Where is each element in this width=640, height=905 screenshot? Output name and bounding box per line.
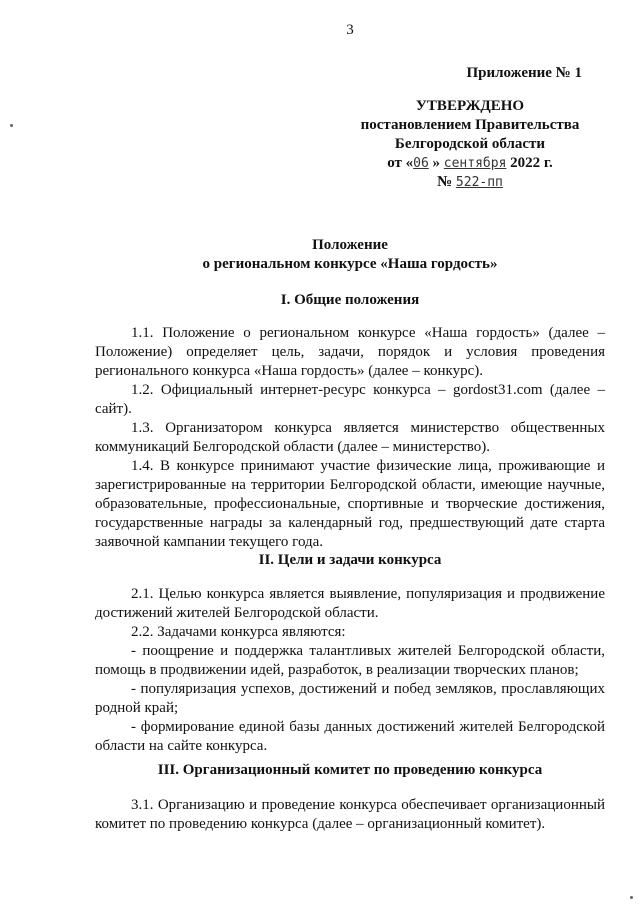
paragraph-1-4 [95, 457, 605, 552]
paragraph-2-bullet-2-text: - популяризация успехов, достижений и побед земляков, прославляющих родной край; [95, 681, 605, 716]
paragraph-2-bullet-3-text: - формирование единой базы данных достижений жителей Белгородской области на сайте конкурса. [95, 719, 605, 754]
approval-line-1: постановлением Правительства [360, 117, 580, 133]
document-title [60, 236, 640, 274]
paragraph-1-3 [95, 419, 605, 457]
approved-label: УТВЕРЖДЕНО [415, 98, 525, 114]
approval-line-2: Белгородской области [394, 136, 546, 152]
section-3-heading: III. Организационный комитет по проведению конкурса [157, 762, 543, 778]
paragraph-2-bullet-2 [95, 680, 605, 718]
paragraph-1-4-text: 1.4. В конкурсе принимают участие физические лица, проживающие и зарегистрированные на территории Белгородской области, имеющие научные, образовательные, профессиональные, спортивные и творческие достижения, государственные награды за календарный год, предшествующий дате старта заявочной кампании текущего года. [95, 458, 605, 550]
paragraph-2-bullet-1 [95, 642, 605, 680]
date-year: 2022 г. [506, 155, 553, 171]
title-line-1: Положение [312, 237, 388, 253]
section-1-heading: I. Общие положения [280, 292, 420, 308]
date-prefix: от « [387, 155, 414, 171]
paragraph-3-1 [95, 796, 605, 834]
paragraph-1-1-text: 1.1. Положение о региональном конкурсе «Наша гордость» (далее – Положение) определяет цель, задачи, порядок и условия проведения регионального конкурса «Наша гордость» (далее – конкурс). [95, 325, 605, 379]
number-value: 522-пп [455, 175, 503, 190]
section-2-heading: II. Цели и задачи конкурса [258, 552, 442, 568]
approval-block [340, 64, 600, 192]
number-prefix: № [437, 174, 456, 190]
paragraph-2-1-text: 2.1. Целью конкурса является выявление, популяризация и продвижение достижений жителей Белгородской области. [95, 586, 605, 621]
paragraph-2-1 [95, 585, 605, 623]
paragraph-1-2 [95, 381, 605, 419]
date-day: 06 [413, 156, 429, 171]
scan-speck [630, 896, 633, 899]
scan-speck [10, 124, 13, 127]
paragraph-1-3-text: 1.3. Организатором конкурса является министерство общественных коммуникаций Белгородской области (далее – министерство). [95, 420, 605, 455]
title-line-2: о региональном конкурсе «Наша гордость» [202, 256, 498, 272]
approval-date [340, 154, 600, 173]
date-month: сентября [443, 156, 507, 171]
paragraph-3-1-text: 3.1. Организацию и проведение конкурса обеспечивает организационный комитет по проведению конкурса (далее – организационный комитет). [95, 797, 605, 832]
paragraph-2-bullet-1-text: - поощрение и поддержка талантливых жителей Белгородской области, помощь в продвижении идей, разработок, в реализации творческих планов; [95, 643, 605, 678]
paragraph-2-2-text: 2.2. Задачами конкурса являются: [131, 624, 346, 640]
paragraph-2-bullet-3 [95, 718, 605, 756]
paragraph-1-2-text: 1.2. Официальный интернет-ресурс конкурса – gordost31.com (далее – сайт). [95, 382, 605, 417]
approval-number [340, 173, 600, 192]
page-number: 3 [346, 22, 354, 38]
paragraph-1-1 [95, 324, 605, 381]
annex-label: Приложение № 1 [466, 65, 582, 81]
paragraph-2-2 [95, 623, 605, 642]
date-mid: » [428, 155, 444, 171]
